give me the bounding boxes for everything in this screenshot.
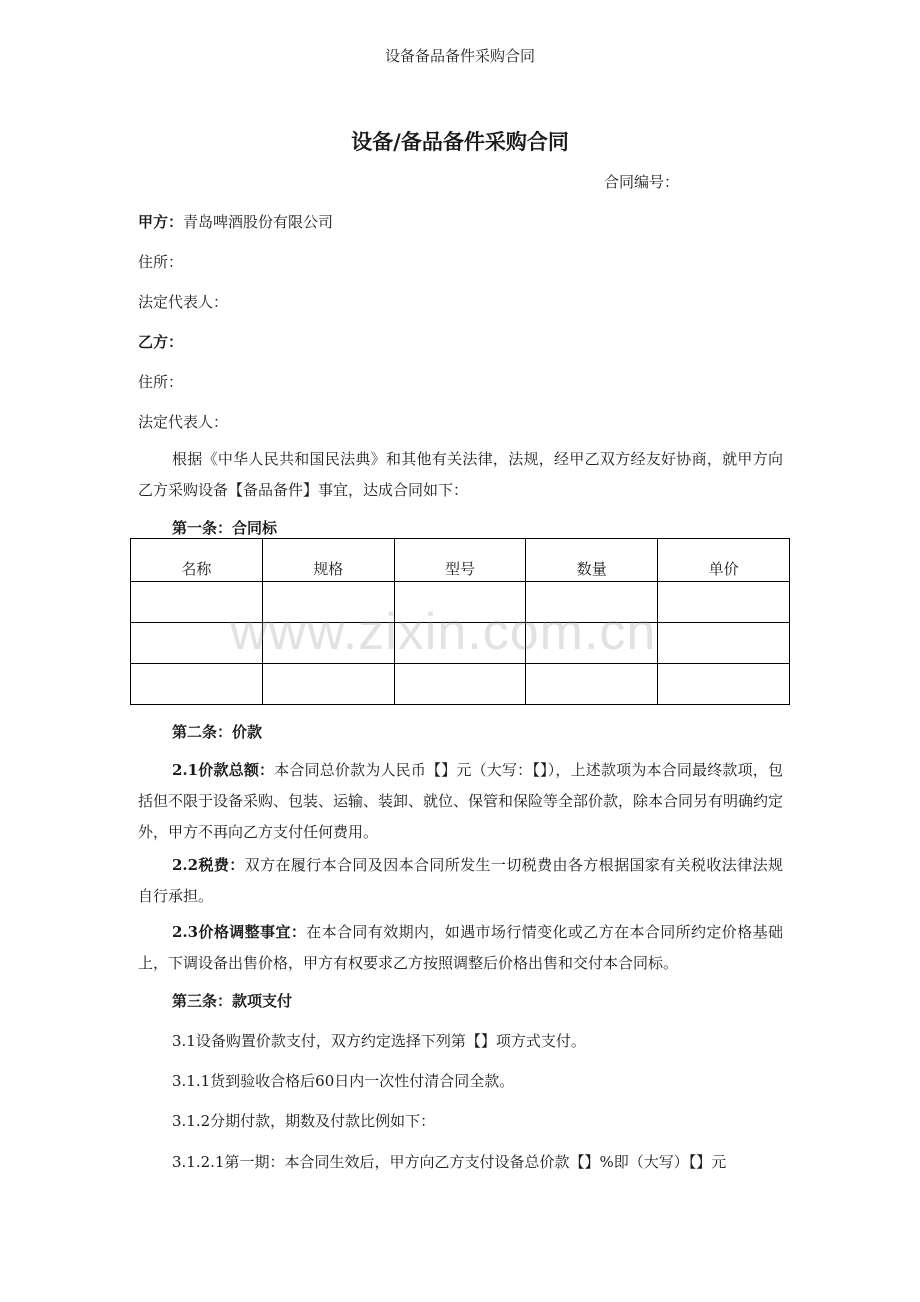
article3-heading: 第三条：款项支付 [172, 992, 293, 1010]
clause-3-1-1: 3.1.1货到验收合格后60日内一次性付清合同全款。 [172, 1072, 515, 1090]
article1-heading: 第一条：合同标 [172, 519, 278, 537]
clause-2-3-label: 2.3价格调整事宜： [172, 923, 307, 941]
preamble-paragraph: 根据《中华人民共和国民法典》和其他有关法律，法规，经甲乙双方经友好协商，就甲方向乙方采购设备【备品备件】事宜，达成合同如下： [138, 450, 783, 499]
clause-2-1-text: 本合同总价款为人民币【】元（大写：【】），上述款项为本合同最终款项，包括但不限于设备采购、包装、运输、装卸、就位、保管和保险等全部价款，除本合同另有明确约定外，甲方不再向乙方支付任何费用。 [138, 761, 784, 841]
party-b-address-label: 住所： [138, 373, 184, 391]
col-header-model: 型号 [394, 539, 526, 582]
watermark: www.zixin.com.cn [230, 603, 657, 661]
col-header-quantity: 数量 [526, 539, 658, 582]
table-cell [526, 623, 658, 664]
table-cell [262, 664, 394, 705]
party-b-label: 乙方： [138, 333, 184, 351]
clause-2-1 [138, 755, 783, 848]
clause-2-2-text: 双方在履行本合同及因本合同所发生一切税费由各方根据国家有关税收法律法规自行承担。 [138, 856, 783, 905]
table-cell [658, 582, 790, 623]
table-header-row [131, 539, 790, 582]
clause-2-3 [138, 917, 783, 979]
item-spec-table [130, 538, 790, 705]
table-cell [131, 623, 263, 664]
party-b-rep-label: 法定代表人： [138, 413, 229, 431]
contract-number-label: 合同编号： [604, 173, 680, 191]
party-a-name: 青岛啤酒股份有限公司 [183, 213, 334, 231]
table-cell [658, 623, 790, 664]
table-cell [526, 582, 658, 623]
table-cell [658, 664, 790, 705]
col-header-unit-price: 单价 [658, 539, 790, 582]
party-a-line [138, 211, 333, 232]
col-header-spec: 规格 [262, 539, 394, 582]
table-cell [131, 664, 263, 705]
table-cell [526, 664, 658, 705]
table-row [131, 582, 790, 623]
table-cell [131, 582, 263, 623]
table-cell [394, 664, 526, 705]
party-a-rep-label: 法定代表人： [138, 293, 229, 311]
table-cell [262, 623, 394, 664]
table-row [131, 623, 790, 664]
clause-3-1-2: 3.1.2分期付款，期数及付款比例如下： [172, 1112, 436, 1130]
table-row [131, 664, 790, 705]
clause-2-1-label: 2.1价款总额： [172, 761, 275, 779]
clause-2-2-label: 2.2税费： [172, 856, 245, 874]
running-header: 设备备品备件采购合同 [384, 47, 535, 65]
party-a-address-label: 住所： [138, 253, 184, 271]
clause-2-2 [138, 850, 783, 912]
article2-heading: 第二条：价款 [172, 723, 263, 741]
clause-2-3-text: 在本合同有效期内，如遇市场行情变化或乙方在本合同所约定价格基础上，下调设备出售价格，甲方有权要求乙方按照调整后价格出售和交付本合同标。 [138, 923, 783, 972]
table-cell [394, 582, 526, 623]
party-a-label: 甲方： [138, 213, 184, 231]
table-cell [262, 582, 394, 623]
document-title: 设备/备品备件采购合同 [351, 129, 569, 154]
col-header-name: 名称 [131, 539, 263, 582]
table-cell [394, 623, 526, 664]
clause-3-1-2-1: 3.1.2.1第一期：本合同生效后，甲方向乙方支付设备总价款【】%即（大写）【】元 [172, 1153, 727, 1171]
clause-3-1: 3.1设备购置价款支付，双方约定选择下列第【】项方式支付。 [172, 1032, 586, 1050]
